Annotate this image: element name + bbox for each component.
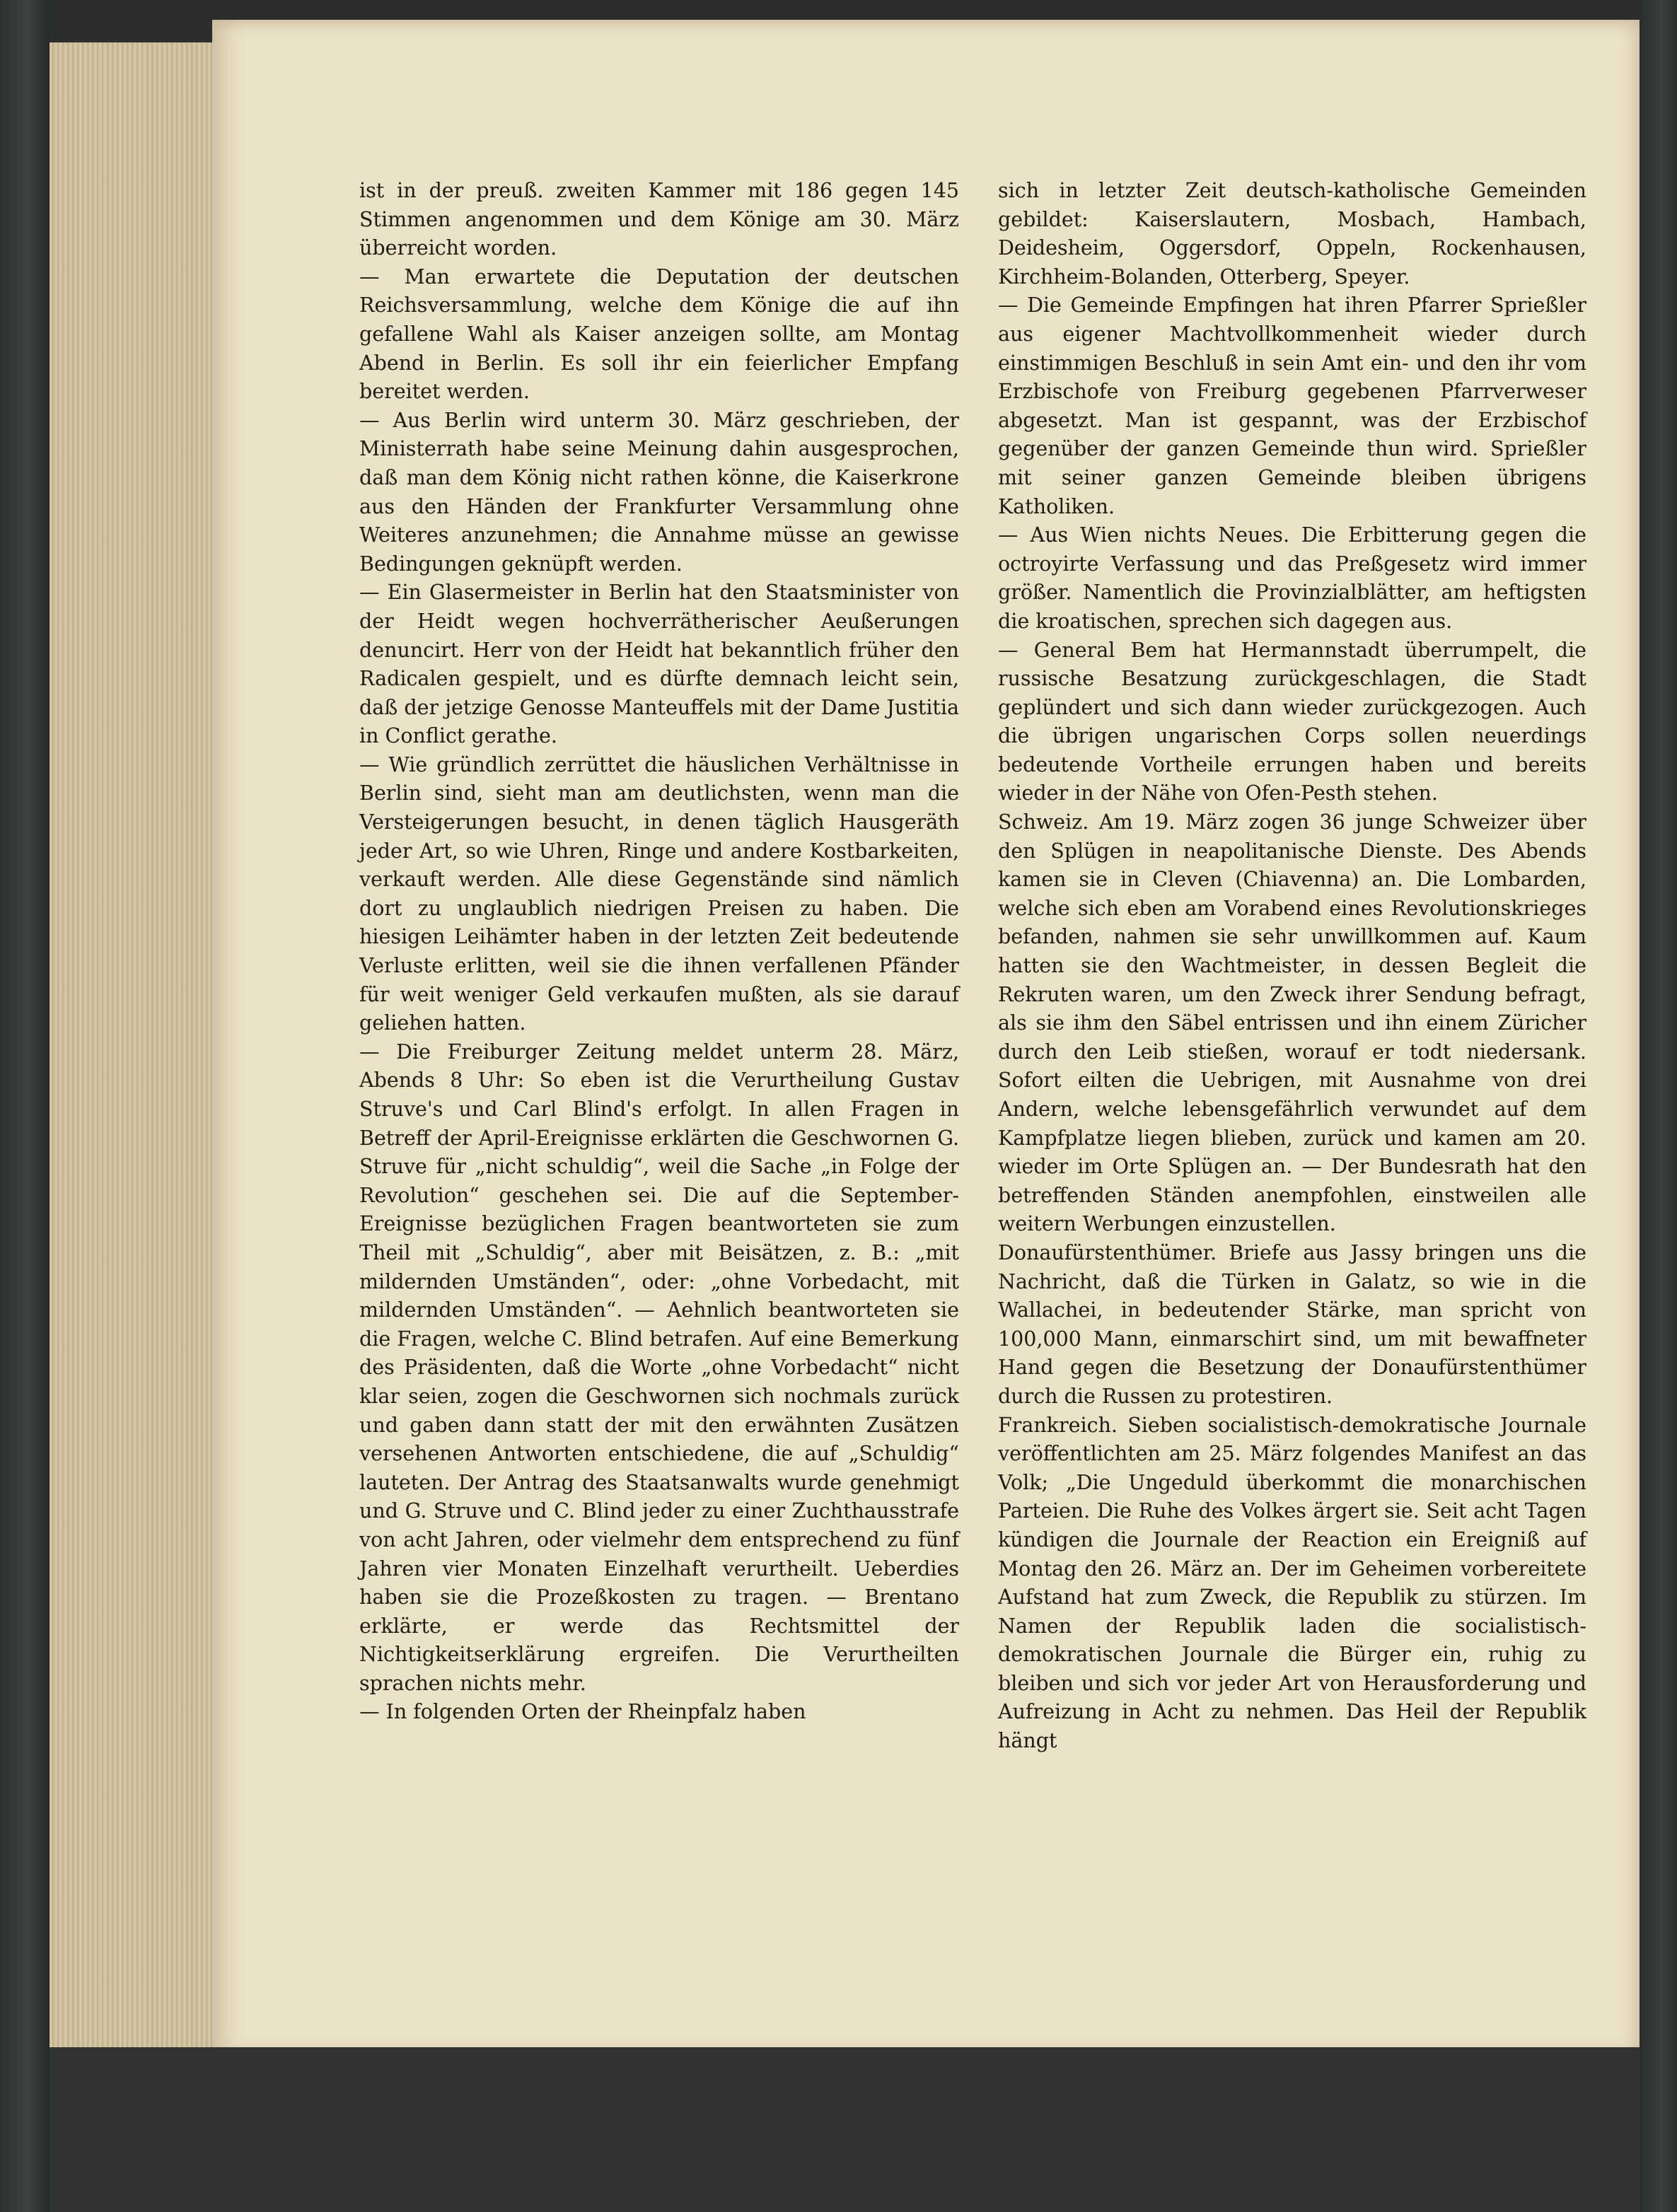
paragraph: Frankreich. Sieben socialistisch-demokratische Journale veröffentlichten am 25. März folgendes Manifest an das Volk; „Die Ungeduld überkommt die monarchischen Parteien. Die Ruhe des Volkes ärgert sie. Seit acht Tagen kündigen die Journale der Reaction ein Ereigniß auf Montag den 26. März an. Der im Geheimen vorbereitete Aufstand hat zum Zweck, die Republik zu stürzen. Im Namen der Republik laden die socialistisch-demokratischen Journale die Bürger ein, ruhig zu bleiben und sich vor jeder Art von Herausforderung und Aufreizung in Acht zu nehmen. Das Heil der Republik hängt <box>998 1413 1586 1753</box>
paragraph: ist in der preuß. zweiten Kammer mit 186 gegen 145 Stimmen angenommen und dem Könige am 30. März überreicht worden. <box>359 179 959 260</box>
book-cover-right <box>1640 0 1677 2212</box>
paragraph: — Aus Wien nichts Neues. Die Erbitterung gegen die octroyirte Verfassung und das Preßgesetz wird immer größer. Namentlich die Provinzialblätter, am heftigsten die kroatischen, sprechen sich dagegen aus. <box>998 523 1586 633</box>
paragraph: — Aus Berlin wird unterm 30. März geschrieben, der Ministerrath habe seine Meinung dahin ausgesprochen, daß man dem König nicht rathen könne, die Kaiserkrone aus den Händen der Frankfurter Versammlung ohne Weiteres anzunehmen; die Annahme müsse an gewisse Bedingungen geknüpft werden. <box>359 408 959 576</box>
paragraph: sich in letzter Zeit deutsch-katholische Gemeinden gebildet: Kaiserslautern, Mosbach, Hambach, Deidesheim, Oggersdorf, Oppeln, Rockenhausen, Kirchheim-Bolanden, Otterberg, Speyer. <box>998 179 1586 289</box>
paragraph: — Wie gründlich zerrüttet die häuslichen Verhältnisse in Berlin sind, sieht man am deutlichsten, wenn man die Versteigerungen besucht, in denen täglich Hausgeräth jeder Art, so wie Uhren, Ringe und andere Kostbarkeiten, verkauft werden. Alle diese Gegenstände sind nämlich dort zu unglaublich niedrigen Preisen zu haben. Die hiesigen Leihämter haben in der letzten Zeit bedeutende Verluste erlitten, weil sie die ihnen verfallenen Pfänder für weit weniger Geld verkaufen mußten, als sie darauf geliehen hatten. <box>359 752 959 1035</box>
page-edges <box>50 42 219 2047</box>
paragraph: — Ein Glasermeister in Berlin hat den Staatsminister von der Heidt wegen hochverrätherischer Aeußerungen denuncirt. Herr von der Heidt hat bekanntlich früher den Radicalen gespielt, und es dürfte demnach leicht sein, daß der jetzige Genosse Manteuffels mit der Dame Justitia in Conflict gerathe. <box>359 581 959 748</box>
right-text-column <box>998 177 1586 1756</box>
paragraph: — General Bem hat Hermannstadt überrumpelt, die russische Besatzung zurückgeschlagen, die Stadt geplündert und sich dann wieder zurückgezogen. Auch die übrigen ungarischen Corps sollen neuerdings bedeutende Vortheile errungen haben und bereits wieder in der Nähe von Ofen-Pesth stehen. <box>998 638 1586 805</box>
book-bottom-edge <box>50 2047 1640 2212</box>
left-text-column <box>359 177 959 1727</box>
paragraph: — Die Freiburger Zeitung meldet unterm 28. März, Abends 8 Uhr: So eben ist die Verurtheilung Gustav Struve's und Carl Blind's erfolgt. In allen Fragen in Betreff der April-Ereignisse erklärten die Geschwornen G. Struve für „nicht schuldig“, weil die Sache „in Folge der Revolution“ geschehen sei. Die auf die September-Ereignisse bezüglichen Fragen beantworteten sie zum Theil mit „Schuldig“, aber mit Beisätzen, z. B.: „mit mildernden Umständen“, oder: „ohne Vorbedacht, mit mildernden Umständen“. — Aehnlich beantworteten sie die Fragen, welche C. Blind betrafen. Auf eine Bemerkung des Präsidenten, daß die Worte „ohne Vorbedacht“ nicht klar seien, zogen die Geschwornen sich nochmals zurück und gaben dann statt der mit den erwähnten Zusätzen versehenen Antworten entschiedene, die auf „Schuldig“ lauteten. Der Antrag des Staatsanwalts wurde genehmigt und G. Struve und C. Blind jeder zu einer Zuchthausstrafe von acht Jahren, oder vielmehr dem entsprechend zu fünf Jahren vier Monaten Einzelhaft verurtheilt. Ueberdies haben sie die Prozeßkosten zu tragen. — Brentano erklärte, er werde das Rechtsmittel der Nichtigkeitserklärung ergreifen. Die Verurtheilten sprachen nichts mehr. <box>359 1040 959 1695</box>
paragraph: — In folgenden Orten der Rheinpfalz haben <box>359 1700 806 1724</box>
paragraph: Schweiz. Am 19. März zogen 36 junge Schweizer über den Splügen in neapolitanische Dienste. Des Abends kamen sie in Cleven (Chiavenna) an. Die Lombarden, welche sich eben am Vorabend eines Revolutionskrieges befanden, nahmen sie sehr unwillkommen auf. Kaum hatten sie den Wachtmeister, in dessen Begleit die Rekruten waren, um den Zweck ihrer Sendung befragt, als sie ihm den Säbel entrissen und ihn einem Züricher durch den Leib stießen, worauf er todt niedersank. Sofort eilten die Uebrigen, mit Ausnahme von drei Andern, welche lebensgefährlich verwundet auf dem Kampfplatze liegen blieben, zurück und kamen am 20. wieder im Orte Splügen an. — Der Bundesrath hat den betreffenden Ständen anempfohlen, einstweilen alle weitern Werbungen einzustellen. <box>998 810 1586 1236</box>
paragraph: Donaufürstenthümer. Briefe aus Jassy bringen uns die Nachricht, daß die Türken in Galatz, so wie in die Wallachei, in bedeutender Stärke, man spricht von 100,000 Mann, einmarschirt sind, um mit bewaffneter Hand gegen die Besetzung der Donaufürstenthümer durch die Russen zu protestiren. <box>998 1240 1586 1408</box>
paragraph: — Die Gemeinde Empfingen hat ihren Pfarrer Sprießler aus eigener Machtvollkommenheit wieder durch einstimmigen Beschluß in sein Amt ein- und den ihr vom Erzbischofe von Freiburg gegebenen Pfarrverweser abgesetzt. Man ist gespannt, was der Erzbischof gegenüber der ganzen Gemeinde thun wird. Sprießler mit seiner ganzen Gemeinde bleiben übrigens Katholiken. <box>998 293 1586 518</box>
book-cover-left <box>0 0 50 2212</box>
paragraph: — Man erwartete die Deputation der deutschen Reichsversammlung, welche dem Könige die auf ihn gefallene Wahl als Kaiser anzeigen sollte, am Montag Abend in Berlin. Es soll ihr ein feierlicher Empfang bereitet werden. <box>359 264 959 404</box>
